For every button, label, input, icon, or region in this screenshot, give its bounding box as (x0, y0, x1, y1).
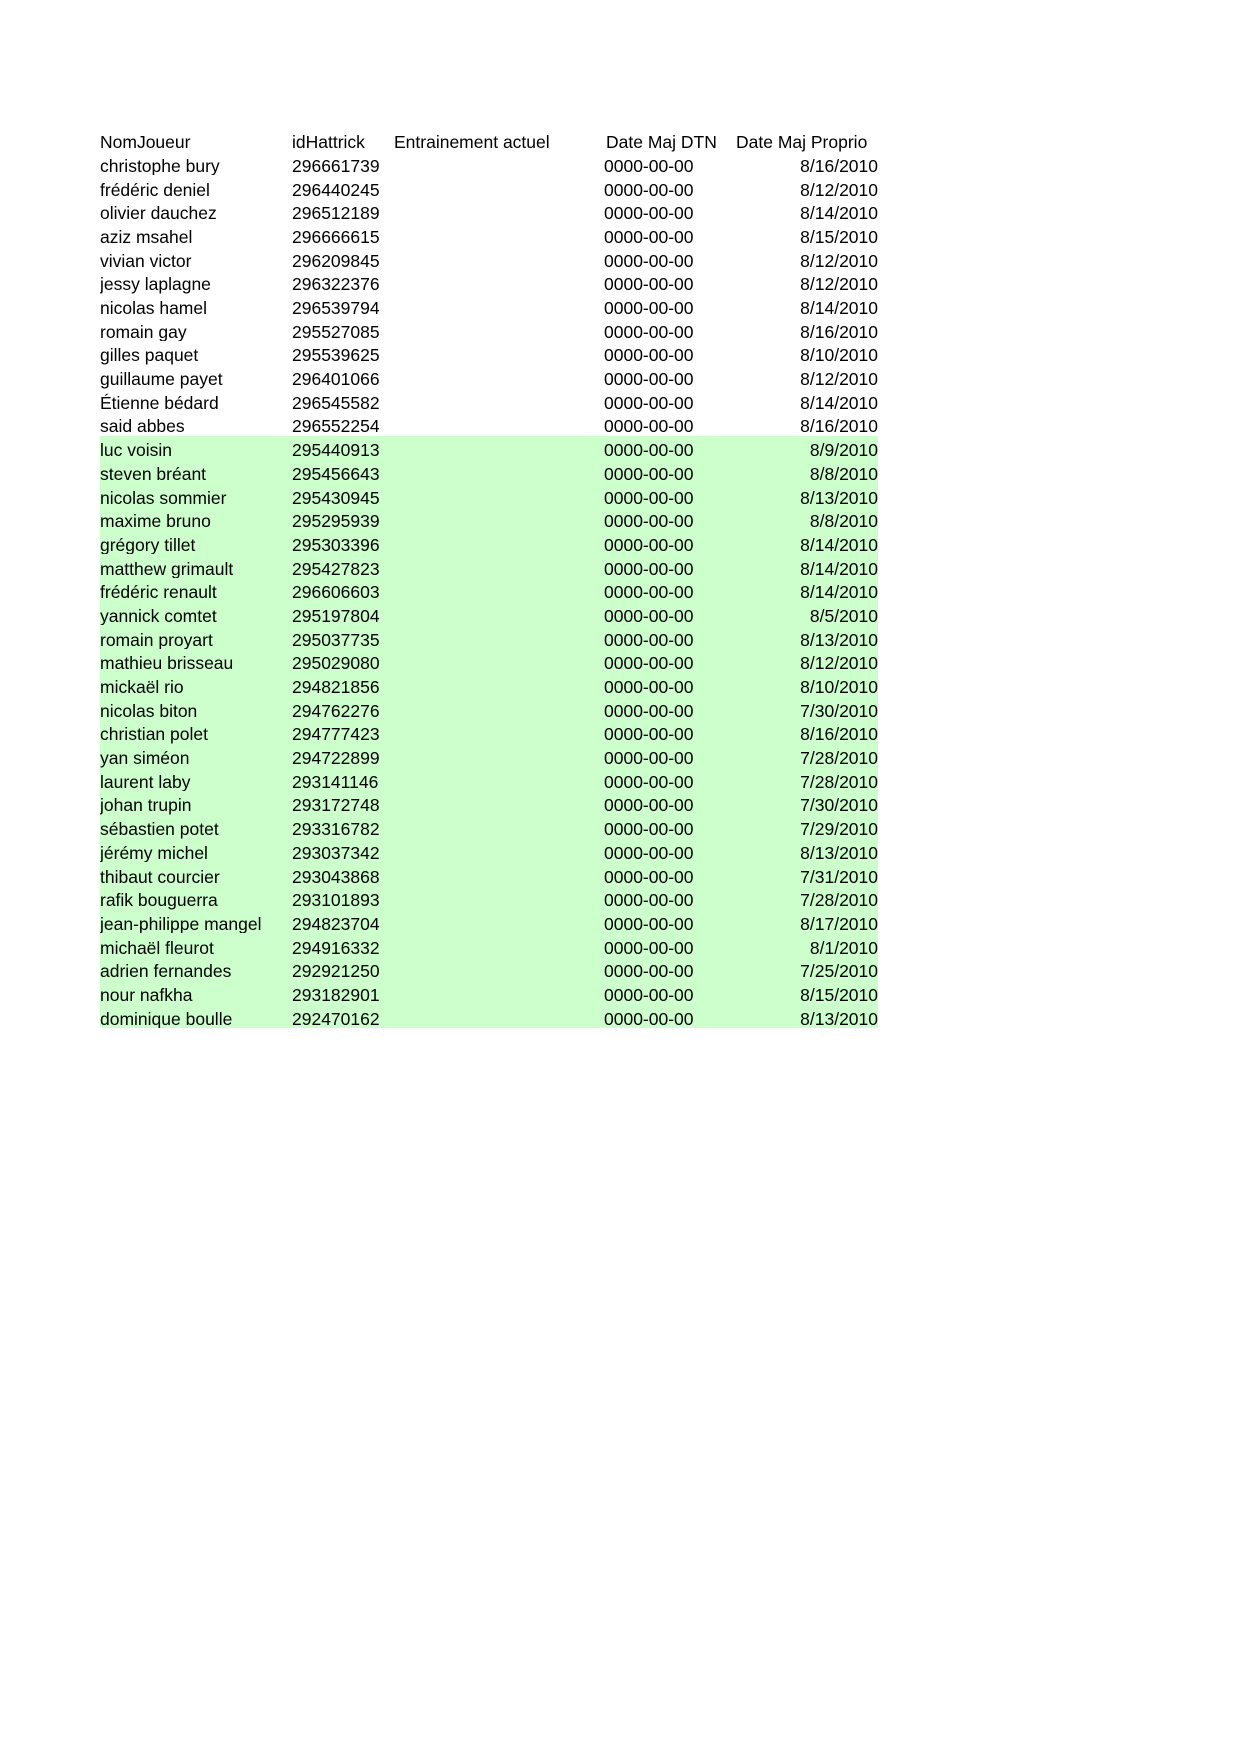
cell-entrainement-actuel[interactable] (394, 199, 604, 223)
cell-date-maj-proprio[interactable]: 8/15/2010 (732, 223, 878, 247)
cell-date-maj-proprio[interactable]: 8/14/2010 (732, 531, 878, 555)
table-row[interactable] (100, 460, 878, 484)
cell-idhattrick[interactable]: 295197804 (292, 602, 394, 626)
table-row[interactable] (100, 649, 878, 673)
cell-date-maj-proprio[interactable]: 8/15/2010 (732, 981, 878, 1005)
cell-idhattrick[interactable]: 295527085 (292, 318, 394, 342)
cell-idhattrick[interactable]: 296512189 (292, 199, 394, 223)
cell-date-maj-dtn[interactable]: 0000-00-00 (604, 1004, 732, 1028)
cell-nomjoueur[interactable]: mickaël rio (100, 673, 292, 697)
cell-date-maj-proprio[interactable]: 7/25/2010 (732, 957, 878, 981)
cell-entrainement-actuel[interactable] (394, 981, 604, 1005)
cell-date-maj-dtn[interactable]: 0000-00-00 (604, 507, 732, 531)
column-header-entrainement: Entrainement actuel (394, 132, 550, 152)
cell-entrainement-actuel[interactable] (394, 625, 604, 649)
cell-nomjoueur[interactable]: luc voisin (100, 436, 292, 460)
cell-idhattrick[interactable]: 293172748 (292, 791, 394, 815)
cell-entrainement-actuel[interactable] (394, 673, 604, 697)
cell-date-maj-proprio[interactable]: 8/12/2010 (732, 270, 878, 294)
cell-date-maj-dtn[interactable]: 0000-00-00 (604, 175, 732, 199)
cell-idhattrick[interactable]: 295430945 (292, 483, 394, 507)
cell-entrainement-actuel[interactable] (394, 436, 604, 460)
cell-date-maj-proprio[interactable]: 8/16/2010 (732, 720, 878, 744)
cell-idhattrick[interactable]: 295427823 (292, 554, 394, 578)
cell-idhattrick[interactable]: 292921250 (292, 957, 394, 981)
cell-entrainement-actuel[interactable] (394, 531, 604, 555)
table-body (100, 152, 878, 1028)
cell-entrainement-actuel[interactable] (394, 483, 604, 507)
table-row[interactable] (100, 554, 878, 578)
cell-idhattrick[interactable]: 293101893 (292, 886, 394, 910)
cell-idhattrick[interactable]: 296606603 (292, 578, 394, 602)
cell-nomjoueur[interactable]: guillaume payet (100, 365, 292, 389)
cell-date-maj-dtn[interactable]: 0000-00-00 (604, 318, 732, 342)
table-row[interactable] (100, 697, 878, 721)
cell-date-maj-dtn[interactable]: 0000-00-00 (604, 270, 732, 294)
cell-date-maj-proprio[interactable]: 8/13/2010 (732, 625, 878, 649)
cell-entrainement-actuel[interactable] (394, 412, 604, 436)
cell-idhattrick[interactable]: 294821856 (292, 673, 394, 697)
cell-entrainement-actuel[interactable] (394, 886, 604, 910)
cell-date-maj-proprio[interactable]: 8/16/2010 (732, 152, 878, 176)
cell-date-maj-proprio[interactable]: 8/17/2010 (732, 910, 878, 934)
cell-date-maj-proprio[interactable]: 8/13/2010 (732, 483, 878, 507)
table-row[interactable] (100, 578, 878, 602)
cell-date-maj-proprio[interactable]: 8/12/2010 (732, 365, 878, 389)
cell-date-maj-dtn[interactable]: 0000-00-00 (604, 957, 732, 981)
cell-nomjoueur[interactable]: aziz msahel (100, 223, 292, 247)
cell-date-maj-proprio[interactable]: 8/10/2010 (732, 341, 878, 365)
cell-entrainement-actuel[interactable] (394, 910, 604, 934)
cell-idhattrick[interactable]: 295303396 (292, 531, 394, 555)
cell-date-maj-proprio[interactable]: 8/8/2010 (732, 507, 878, 531)
cell-nomjoueur[interactable]: matthew grimault (100, 554, 292, 578)
cell-date-maj-dtn[interactable]: 0000-00-00 (604, 744, 732, 768)
cell-entrainement-actuel[interactable] (394, 744, 604, 768)
cell-date-maj-dtn[interactable]: 0000-00-00 (604, 554, 732, 578)
cell-idhattrick[interactable]: 296440245 (292, 175, 394, 199)
cell-date-maj-dtn[interactable]: 0000-00-00 (604, 602, 732, 626)
table-row[interactable] (100, 720, 878, 744)
table-row[interactable] (100, 957, 878, 981)
table-row[interactable] (100, 531, 878, 555)
cell-date-maj-dtn[interactable]: 0000-00-00 (604, 815, 732, 839)
cell-entrainement-actuel[interactable] (394, 341, 604, 365)
cell-entrainement-actuel[interactable] (394, 602, 604, 626)
cell-date-maj-dtn[interactable]: 0000-00-00 (604, 365, 732, 389)
cell-idhattrick[interactable]: 293316782 (292, 815, 394, 839)
cell-date-maj-dtn[interactable]: 0000-00-00 (604, 412, 732, 436)
cell-entrainement-actuel[interactable] (394, 768, 604, 792)
cell-entrainement-actuel[interactable] (394, 791, 604, 815)
cell-idhattrick[interactable]: 294762276 (292, 697, 394, 721)
cell-date-maj-dtn[interactable]: 0000-00-00 (604, 839, 732, 863)
column-header-idhattrick: idHattrick (292, 132, 365, 152)
table-header-row (100, 128, 878, 152)
player-table (100, 128, 878, 1028)
cell-nomjoueur[interactable]: laurent laby (100, 768, 292, 792)
cell-entrainement-actuel[interactable] (394, 578, 604, 602)
cell-date-maj-proprio[interactable]: 8/13/2010 (732, 1004, 878, 1028)
cell-date-maj-proprio[interactable]: 8/8/2010 (732, 460, 878, 484)
cell-idhattrick[interactable]: 296661739 (292, 152, 394, 176)
cell-nomjoueur[interactable]: michaël fleurot (100, 933, 292, 957)
column-header-date-maj-proprio: Date Maj Proprio (736, 132, 868, 152)
cell-nomjoueur[interactable]: olivier dauchez (100, 199, 292, 223)
cell-nomjoueur[interactable]: adrien fernandes (100, 957, 292, 981)
cell-date-maj-proprio[interactable]: 8/14/2010 (732, 578, 878, 602)
table-row[interactable] (100, 625, 878, 649)
cell-nomjoueur[interactable]: jessy laplagne (100, 270, 292, 294)
table-row[interactable] (100, 862, 878, 886)
table-row[interactable] (100, 933, 878, 957)
cell-nomjoueur[interactable]: frédéric deniel (100, 175, 292, 199)
cell-nomjoueur[interactable]: yannick comtet (100, 602, 292, 626)
table-row[interactable] (100, 744, 878, 768)
table-row[interactable] (100, 412, 878, 436)
cell-date-maj-proprio[interactable]: 8/14/2010 (732, 554, 878, 578)
table-row[interactable] (100, 910, 878, 934)
cell-nomjoueur[interactable]: romain proyart (100, 625, 292, 649)
cell-idhattrick[interactable]: 293182901 (292, 981, 394, 1005)
spreadsheet-area (100, 128, 880, 1028)
cell-idhattrick[interactable]: 296209845 (292, 246, 394, 270)
cell-entrainement-actuel[interactable] (394, 933, 604, 957)
cell-entrainement-actuel[interactable] (394, 839, 604, 863)
cell-nomjoueur[interactable]: johan trupin (100, 791, 292, 815)
cell-date-maj-dtn[interactable]: 0000-00-00 (604, 649, 732, 673)
cell-idhattrick[interactable]: 295456643 (292, 460, 394, 484)
cell-entrainement-actuel[interactable] (394, 1004, 604, 1028)
cell-idhattrick[interactable]: 293037342 (292, 839, 394, 863)
cell-nomjoueur[interactable]: vivian victor (100, 246, 292, 270)
cell-nomjoueur[interactable]: jean-philippe mangel (100, 910, 292, 934)
cell-date-maj-dtn[interactable]: 0000-00-00 (604, 223, 732, 247)
cell-idhattrick[interactable]: 295295939 (292, 507, 394, 531)
cell-date-maj-dtn[interactable]: 0000-00-00 (604, 294, 732, 318)
cell-nomjoueur[interactable]: jérémy michel (100, 839, 292, 863)
cell-date-maj-dtn[interactable]: 0000-00-00 (604, 578, 732, 602)
cell-nomjoueur[interactable]: dominique boulle (100, 1004, 292, 1028)
cell-nomjoueur[interactable]: rafik bouguerra (100, 886, 292, 910)
table-row[interactable] (100, 839, 878, 863)
cell-idhattrick[interactable]: 294722899 (292, 744, 394, 768)
cell-idhattrick[interactable]: 293043868 (292, 862, 394, 886)
cell-entrainement-actuel[interactable] (394, 815, 604, 839)
cell-idhattrick[interactable]: 294777423 (292, 720, 394, 744)
table-row[interactable] (100, 483, 878, 507)
cell-nomjoueur[interactable]: mathieu brisseau (100, 649, 292, 673)
cell-idhattrick[interactable]: 294916332 (292, 933, 394, 957)
cell-date-maj-dtn[interactable]: 0000-00-00 (604, 768, 732, 792)
cell-date-maj-proprio[interactable]: 8/1/2010 (732, 933, 878, 957)
cell-nomjoueur[interactable]: nicolas biton (100, 697, 292, 721)
cell-date-maj-proprio[interactable]: 7/28/2010 (732, 744, 878, 768)
cell-nomjoueur[interactable]: steven bréant (100, 460, 292, 484)
cell-nomjoueur[interactable]: nicolas sommier (100, 483, 292, 507)
cell-date-maj-proprio[interactable]: 8/12/2010 (732, 649, 878, 673)
table-row[interactable] (100, 318, 878, 342)
table-header (100, 128, 878, 152)
table-row[interactable] (100, 981, 878, 1005)
table-row[interactable] (100, 389, 878, 413)
cell-idhattrick[interactable]: 296401066 (292, 365, 394, 389)
cell-date-maj-dtn[interactable]: 0000-00-00 (604, 673, 732, 697)
cell-date-maj-dtn[interactable]: 0000-00-00 (604, 483, 732, 507)
cell-nomjoueur[interactable]: gilles paquet (100, 341, 292, 365)
cell-date-maj-dtn[interactable]: 0000-00-00 (604, 697, 732, 721)
cell-date-maj-proprio[interactable]: 8/12/2010 (732, 246, 878, 270)
cell-date-maj-dtn[interactable]: 0000-00-00 (604, 886, 732, 910)
table-row[interactable] (100, 768, 878, 792)
cell-idhattrick[interactable]: 295539625 (292, 341, 394, 365)
table-row[interactable] (100, 175, 878, 199)
cell-idhattrick[interactable]: 296666615 (292, 223, 394, 247)
cell-nomjoueur[interactable]: grégory tillet (100, 531, 292, 555)
cell-idhattrick[interactable]: 296539794 (292, 294, 394, 318)
cell-date-maj-dtn[interactable]: 0000-00-00 (604, 625, 732, 649)
cell-entrainement-actuel[interactable] (394, 223, 604, 247)
cell-nomjoueur[interactable]: nicolas hamel (100, 294, 292, 318)
cell-idhattrick[interactable]: 296322376 (292, 270, 394, 294)
cell-entrainement-actuel[interactable] (394, 246, 604, 270)
cell-date-maj-dtn[interactable]: 0000-00-00 (604, 981, 732, 1005)
table-row[interactable] (100, 341, 878, 365)
cell-date-maj-proprio[interactable]: 7/28/2010 (732, 886, 878, 910)
cell-date-maj-proprio[interactable]: 8/9/2010 (732, 436, 878, 460)
cell-nomjoueur[interactable]: yan siméon (100, 744, 292, 768)
cell-date-maj-dtn[interactable]: 0000-00-00 (604, 933, 732, 957)
cell-entrainement-actuel[interactable] (394, 318, 604, 342)
cell-entrainement-actuel[interactable] (394, 152, 604, 176)
column-header-date-maj-dtn: Date Maj DTN (606, 132, 717, 152)
cell-entrainement-actuel[interactable] (394, 294, 604, 318)
table-row[interactable] (100, 246, 878, 270)
cell-nomjoueur[interactable]: christian polet (100, 720, 292, 744)
cell-entrainement-actuel[interactable] (394, 365, 604, 389)
cell-date-maj-proprio[interactable]: 8/10/2010 (732, 673, 878, 697)
cell-idhattrick[interactable]: 295440913 (292, 436, 394, 460)
cell-idhattrick[interactable]: 292470162 (292, 1004, 394, 1028)
cell-date-maj-dtn[interactable]: 0000-00-00 (604, 791, 732, 815)
table-row[interactable] (100, 815, 878, 839)
cell-entrainement-actuel[interactable] (394, 270, 604, 294)
cell-entrainement-actuel[interactable] (394, 862, 604, 886)
table-row[interactable] (100, 436, 878, 460)
cell-date-maj-dtn[interactable]: 0000-00-00 (604, 341, 732, 365)
cell-date-maj-proprio[interactable]: 8/14/2010 (732, 389, 878, 413)
cell-date-maj-dtn[interactable]: 0000-00-00 (604, 862, 732, 886)
cell-entrainement-actuel[interactable] (394, 460, 604, 484)
cell-idhattrick[interactable]: 293141146 (292, 768, 394, 792)
cell-entrainement-actuel[interactable] (394, 957, 604, 981)
cell-date-maj-proprio[interactable]: 7/31/2010 (732, 862, 878, 886)
cell-date-maj-dtn[interactable]: 0000-00-00 (604, 436, 732, 460)
table-row[interactable] (100, 1004, 878, 1028)
cell-date-maj-dtn[interactable]: 0000-00-00 (604, 246, 732, 270)
cell-date-maj-dtn[interactable]: 0000-00-00 (604, 720, 732, 744)
cell-date-maj-proprio[interactable]: 7/28/2010 (732, 768, 878, 792)
cell-entrainement-actuel[interactable] (394, 649, 604, 673)
cell-idhattrick[interactable]: 295037735 (292, 625, 394, 649)
cell-date-maj-proprio[interactable]: 8/13/2010 (732, 839, 878, 863)
cell-date-maj-proprio[interactable]: 8/14/2010 (732, 294, 878, 318)
cell-entrainement-actuel[interactable] (394, 175, 604, 199)
table-row[interactable] (100, 507, 878, 531)
cell-idhattrick[interactable]: 296552254 (292, 412, 394, 436)
cell-idhattrick[interactable]: 294823704 (292, 910, 394, 934)
table-row[interactable] (100, 673, 878, 697)
cell-idhattrick[interactable]: 295029080 (292, 649, 394, 673)
table-row[interactable] (100, 791, 878, 815)
cell-entrainement-actuel[interactable] (394, 554, 604, 578)
cell-nomjoueur[interactable]: romain gay (100, 318, 292, 342)
cell-date-maj-proprio[interactable]: 7/29/2010 (732, 815, 878, 839)
cell-date-maj-dtn[interactable]: 0000-00-00 (604, 531, 732, 555)
cell-date-maj-proprio[interactable]: 7/30/2010 (732, 791, 878, 815)
table-row[interactable] (100, 365, 878, 389)
cell-date-maj-dtn[interactable]: 0000-00-00 (604, 460, 732, 484)
cell-date-maj-proprio[interactable]: 8/12/2010 (732, 175, 878, 199)
cell-nomjoueur[interactable]: nour nafkha (100, 981, 292, 1005)
table-row[interactable] (100, 152, 878, 176)
cell-date-maj-proprio[interactable]: 7/30/2010 (732, 697, 878, 721)
cell-idhattrick[interactable]: 296545582 (292, 389, 394, 413)
table-row[interactable] (100, 270, 878, 294)
cell-entrainement-actuel[interactable] (394, 697, 604, 721)
cell-entrainement-actuel[interactable] (394, 389, 604, 413)
cell-nomjoueur[interactable]: thibaut courcier (100, 862, 292, 886)
cell-entrainement-actuel[interactable] (394, 720, 604, 744)
table-row[interactable] (100, 886, 878, 910)
cell-date-maj-dtn[interactable]: 0000-00-00 (604, 910, 732, 934)
column-header-nomjoueur: NomJoueur (100, 132, 191, 152)
cell-date-maj-proprio[interactable]: 8/5/2010 (732, 602, 878, 626)
cell-date-maj-proprio[interactable]: 8/16/2010 (732, 318, 878, 342)
cell-nomjoueur[interactable]: Étienne bédard (100, 389, 292, 413)
cell-date-maj-dtn[interactable]: 0000-00-00 (604, 199, 732, 223)
cell-date-maj-dtn[interactable]: 0000-00-00 (604, 389, 732, 413)
cell-entrainement-actuel[interactable] (394, 507, 604, 531)
table-row[interactable] (100, 199, 878, 223)
cell-nomjoueur[interactable]: christophe bury (100, 152, 292, 176)
cell-date-maj-dtn[interactable]: 0000-00-00 (604, 152, 732, 176)
cell-date-maj-proprio[interactable]: 8/16/2010 (732, 412, 878, 436)
cell-nomjoueur[interactable]: maxime bruno (100, 507, 292, 531)
cell-nomjoueur[interactable]: said abbes (100, 412, 292, 436)
cell-date-maj-proprio[interactable]: 8/14/2010 (732, 199, 878, 223)
cell-nomjoueur[interactable]: frédéric renault (100, 578, 292, 602)
table-row[interactable] (100, 223, 878, 247)
table-row[interactable] (100, 602, 878, 626)
table-row[interactable] (100, 294, 878, 318)
cell-nomjoueur[interactable]: sébastien potet (100, 815, 292, 839)
